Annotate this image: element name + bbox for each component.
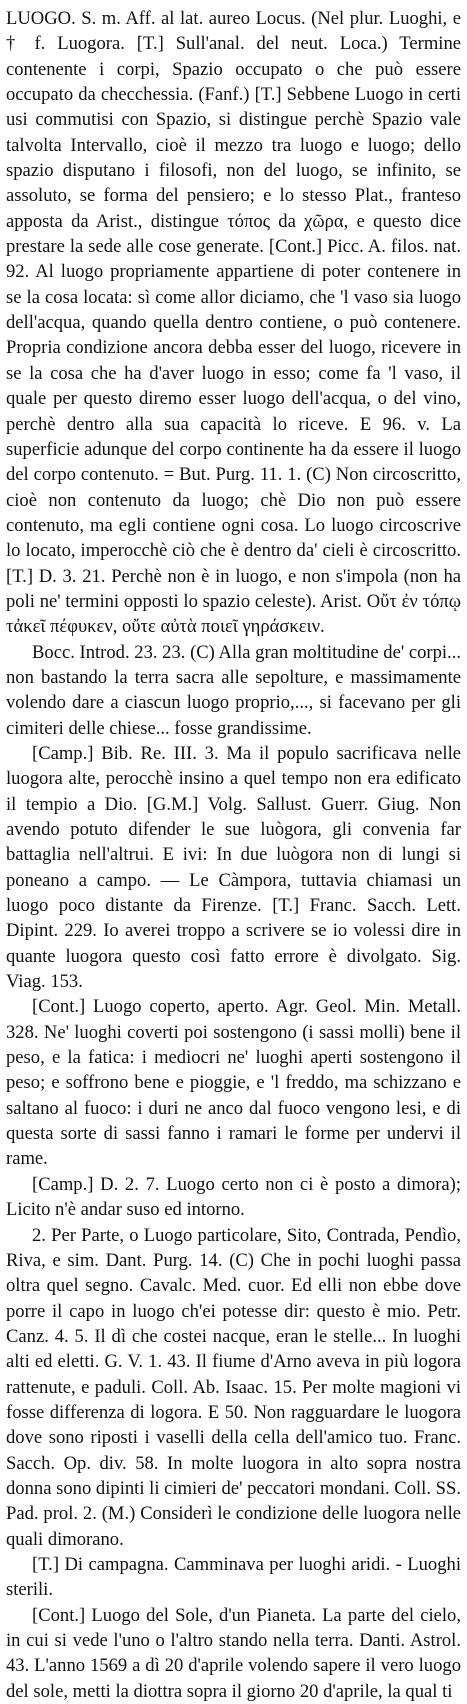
entry-paragraph-4: [Cont.] Luogo coperto, aperto. Agr. Geol. Min. Metall. 328. Ne' luoghi coverti poi sostengono (i sassi molli) bene il peso, e la fatica: i mediocri ne' luoghi aperti sostengono il peso; e soffrono bene e pioggie, e 'l freddo, ma schizzano e saltano al fuoco: i duri ne anco dal fuoco vengono lesi, e di questa sorte di sassi fanno i ramari le forme per undervi il rame. [6,996,461,1170]
entry-paragraph-5: [Camp.] D. 2. 7. Luogo certo non ci è posto a dimora); Licito n'è andar suso ed intorno. [6,1173,461,1221]
entry-paragraph-8: [Cont.] Luogo del Sole, d'un Pianeta. La parte del cielo, in cui si vede l'uno o l'altro stando nella terra. Danti. Astrol. 43. L'anno 1569 a dì 20 d'aprile volendo sapere il vero luogo del sole, metti la diottra sopra il giorno 20 d'aprile, la qual ti [6,1604,461,1702]
entry-paragraph-7: [T.] Di campagna. Camminava per luoghi aridi. - Luoghi sterili. [6,1553,461,1601]
entry-paragraph-2: Bocc. Introd. 23. 23. (C) Alla gran moltitudine de' corpi... non bastando la terra sacra alle sepolture, e massimamente volendo dare a ciascun luogo proprio,..., si facevano per gli cimiteri delle chiese... fosse grandissime. [6,641,461,739]
entry-paragraph-6: 2. Per Parte, o Luogo particolare, Sito, Contrada, Pendìo, Riva, e sim. Dant. Purg. 14. (C) Che in pochi luoghi passa oltra quel segno. Cavalc. Med. cuor. Ed elli non ebbe dove porre il capo in luogo ch'ei potesse dir: questo è mio. Petr. Canz. 4. 5. Il dì che costei nacque, eran le stelle... In luoghi alti ed eletti. G. V. 1. 43. Il fiume d'Arno aveva in più logora rattenute, e paduli. Coll. Ab. Isaac. 15. Per molte magioni vi fosse differenza di logora. E 50. Non ragguardare le luogora dove sono riposti i vaselli della cella dell'amico tuo. Franc. Sacch. Op. div. 58. In molte luogora in alto sopra nostra donna sono dipinti li cimieri de' peccatori mondani. Coll. SS. Pad. prol. 2. (M.) Considerì le condizione delle luogora nelle quali dimorano. [6,1224,461,1550]
entry-paragraph-1: LUOGO. S. m. Aff. al lat. aureo Locus. (Nel plur. Luoghi, e † f. Luogora. [T.] Sull'anal. del neut. Loca.) Termine contenente i corpi, Spazio occupato o che può essere occupato da checchessia. (Fanf.) [T.] Sebbene Luogo in certi usi commutisi con Spazio, si distingue perchè Spazio vale talvolta Intervallo, cioè il mezzo tra luogo e luogo; dello spazio disputano i filosofi, non del luogo, se infinito, se assoluto, se forma del pensiero; e lo stesso Plat., franteso apposta da Arist., distingue τόπος da χῶρα, e questo dice prestare la sede alle cose generate. [Cont.] Picc. A. filos. nat. 92. Al luogo propriamente appartiene di poter contenere in se la cosa locata: sì come allor diciamo, che 'l vaso sia luogo dell'acqua, quando quella dentro contiene, o può contenere. Propria condizione ancora debba esser del luogo, ricevere in se la cosa che ha d'aver luogo in esso; come fa 'l vaso, il quale per questo diremo esser luogo dell'acqua, o del vino, perchè dentro alla sua capacità lo riceve. E 96. v. La superficie adunque del corpo continente ha da essere il luogo del corpo contenuto. = But. Purg. 11. 1. (C) Non circoscritto, cioè non contenuto da luogo; chè Dio non può essere contenuto, ma egli contiene ogni cosa. Lo luogo circoscrive lo locato, imperocchè ciò che è dentro da' cieli è circoscritto. [T.] D. 3. 21. Perchè non è in luogo, e non s'impola (non ha poli ne' termini opposti lo spazio celeste). Arist. Οὔτ ἐν τόπῳ τἀκεῖ πέφυκεν, οὔτε αὐτὰ ποιεῖ γηράσκειν. [6,8,461,638]
entry-paragraph-3: [Camp.] Bib. Re. III. 3. Ma il populo sacrificava nelle luogora alte, perocchè insino a quel tempo non era edificato il tempio a Dio. [G.M.] Volg. Sallust. Guerr. Giug. Non avendo potuto difender le sue luògora, gli convenia far battaglia nell'altrui. E ivi: In due luògora non di lungi si poneano a campo. — Le Càmpora, tuttavia chiamasi un luogo poco distante da Firenze. [T.] Franc. Sacch. Lett. Dipint. 229. Io averei troppo a scrivere se io volessi dire in quante luogora questo così fatto errore è divolgato. Sig. Viag. 153. [6,742,461,993]
